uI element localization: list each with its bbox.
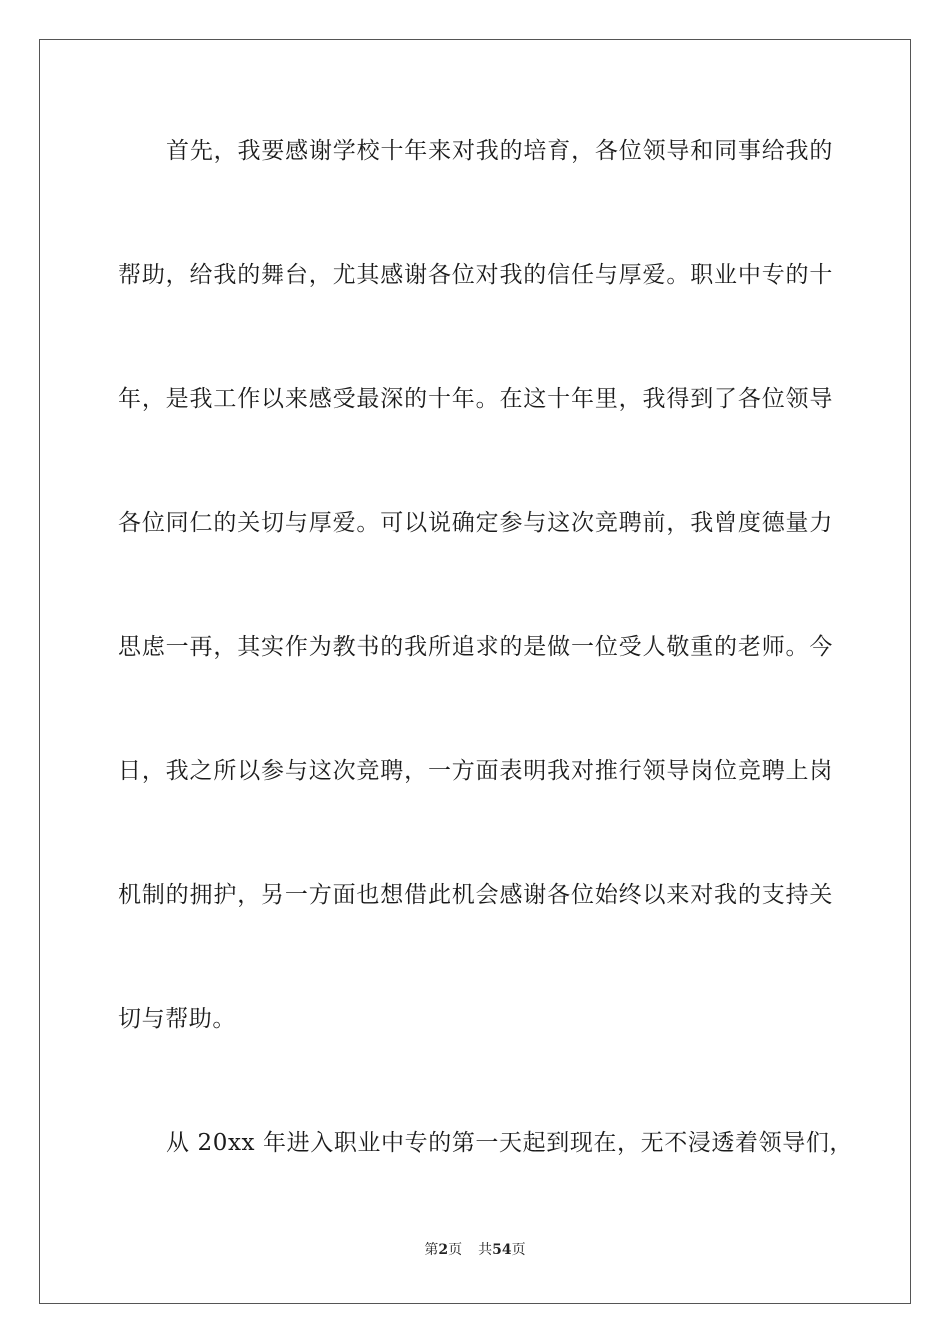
footer-total-pages: 54 bbox=[492, 1242, 512, 1258]
paragraph-1-line-3: 年，是我工作以来感受最深的十年。在这十年里，我得到了各位领导 bbox=[118, 386, 833, 412]
footer-prefix: 第 bbox=[424, 1242, 439, 1258]
paragraph-1-line-6: 日，我之所以参与这次竞聘，一方面表明我对推行领导岗位竞聘上岗 bbox=[118, 758, 833, 784]
page-footer bbox=[0, 1240, 950, 1260]
paragraph-1-line-7: 机制的拥护，另一方面也想借此机会感谢各位始终以来对我的支持关 bbox=[118, 882, 833, 908]
paragraph-2-line-1: 从 20xx 年进入职业中专的第一天起到现在，无不浸透着领导们， bbox=[166, 1130, 854, 1156]
footer-total-prefix: 共 bbox=[478, 1242, 493, 1258]
footer-page-suffix: 页 bbox=[448, 1242, 463, 1258]
footer-total-suffix: 页 bbox=[511, 1242, 526, 1258]
paragraph-1-line-5: 思虑一再，其实作为教书的我所追求的是做一位受人敬重的老师。今 bbox=[118, 634, 833, 660]
paragraph-1-line-8: 切与帮助。 bbox=[118, 1006, 236, 1032]
page-border bbox=[39, 39, 911, 1304]
footer-page-number: 2 bbox=[438, 1242, 449, 1258]
paragraph-1-line-4: 各位同仁的关切与厚爱。可以说确定参与这次竞聘前，我曾度德量力 bbox=[118, 510, 833, 536]
paragraph-1-line-2: 帮助，给我的舞台，尤其感谢各位对我的信任与厚爱。职业中专的十 bbox=[118, 262, 833, 288]
paragraph-1-line-1: 首先，我要感谢学校十年来对我的培育，各位领导和同事给我的 bbox=[166, 138, 833, 164]
